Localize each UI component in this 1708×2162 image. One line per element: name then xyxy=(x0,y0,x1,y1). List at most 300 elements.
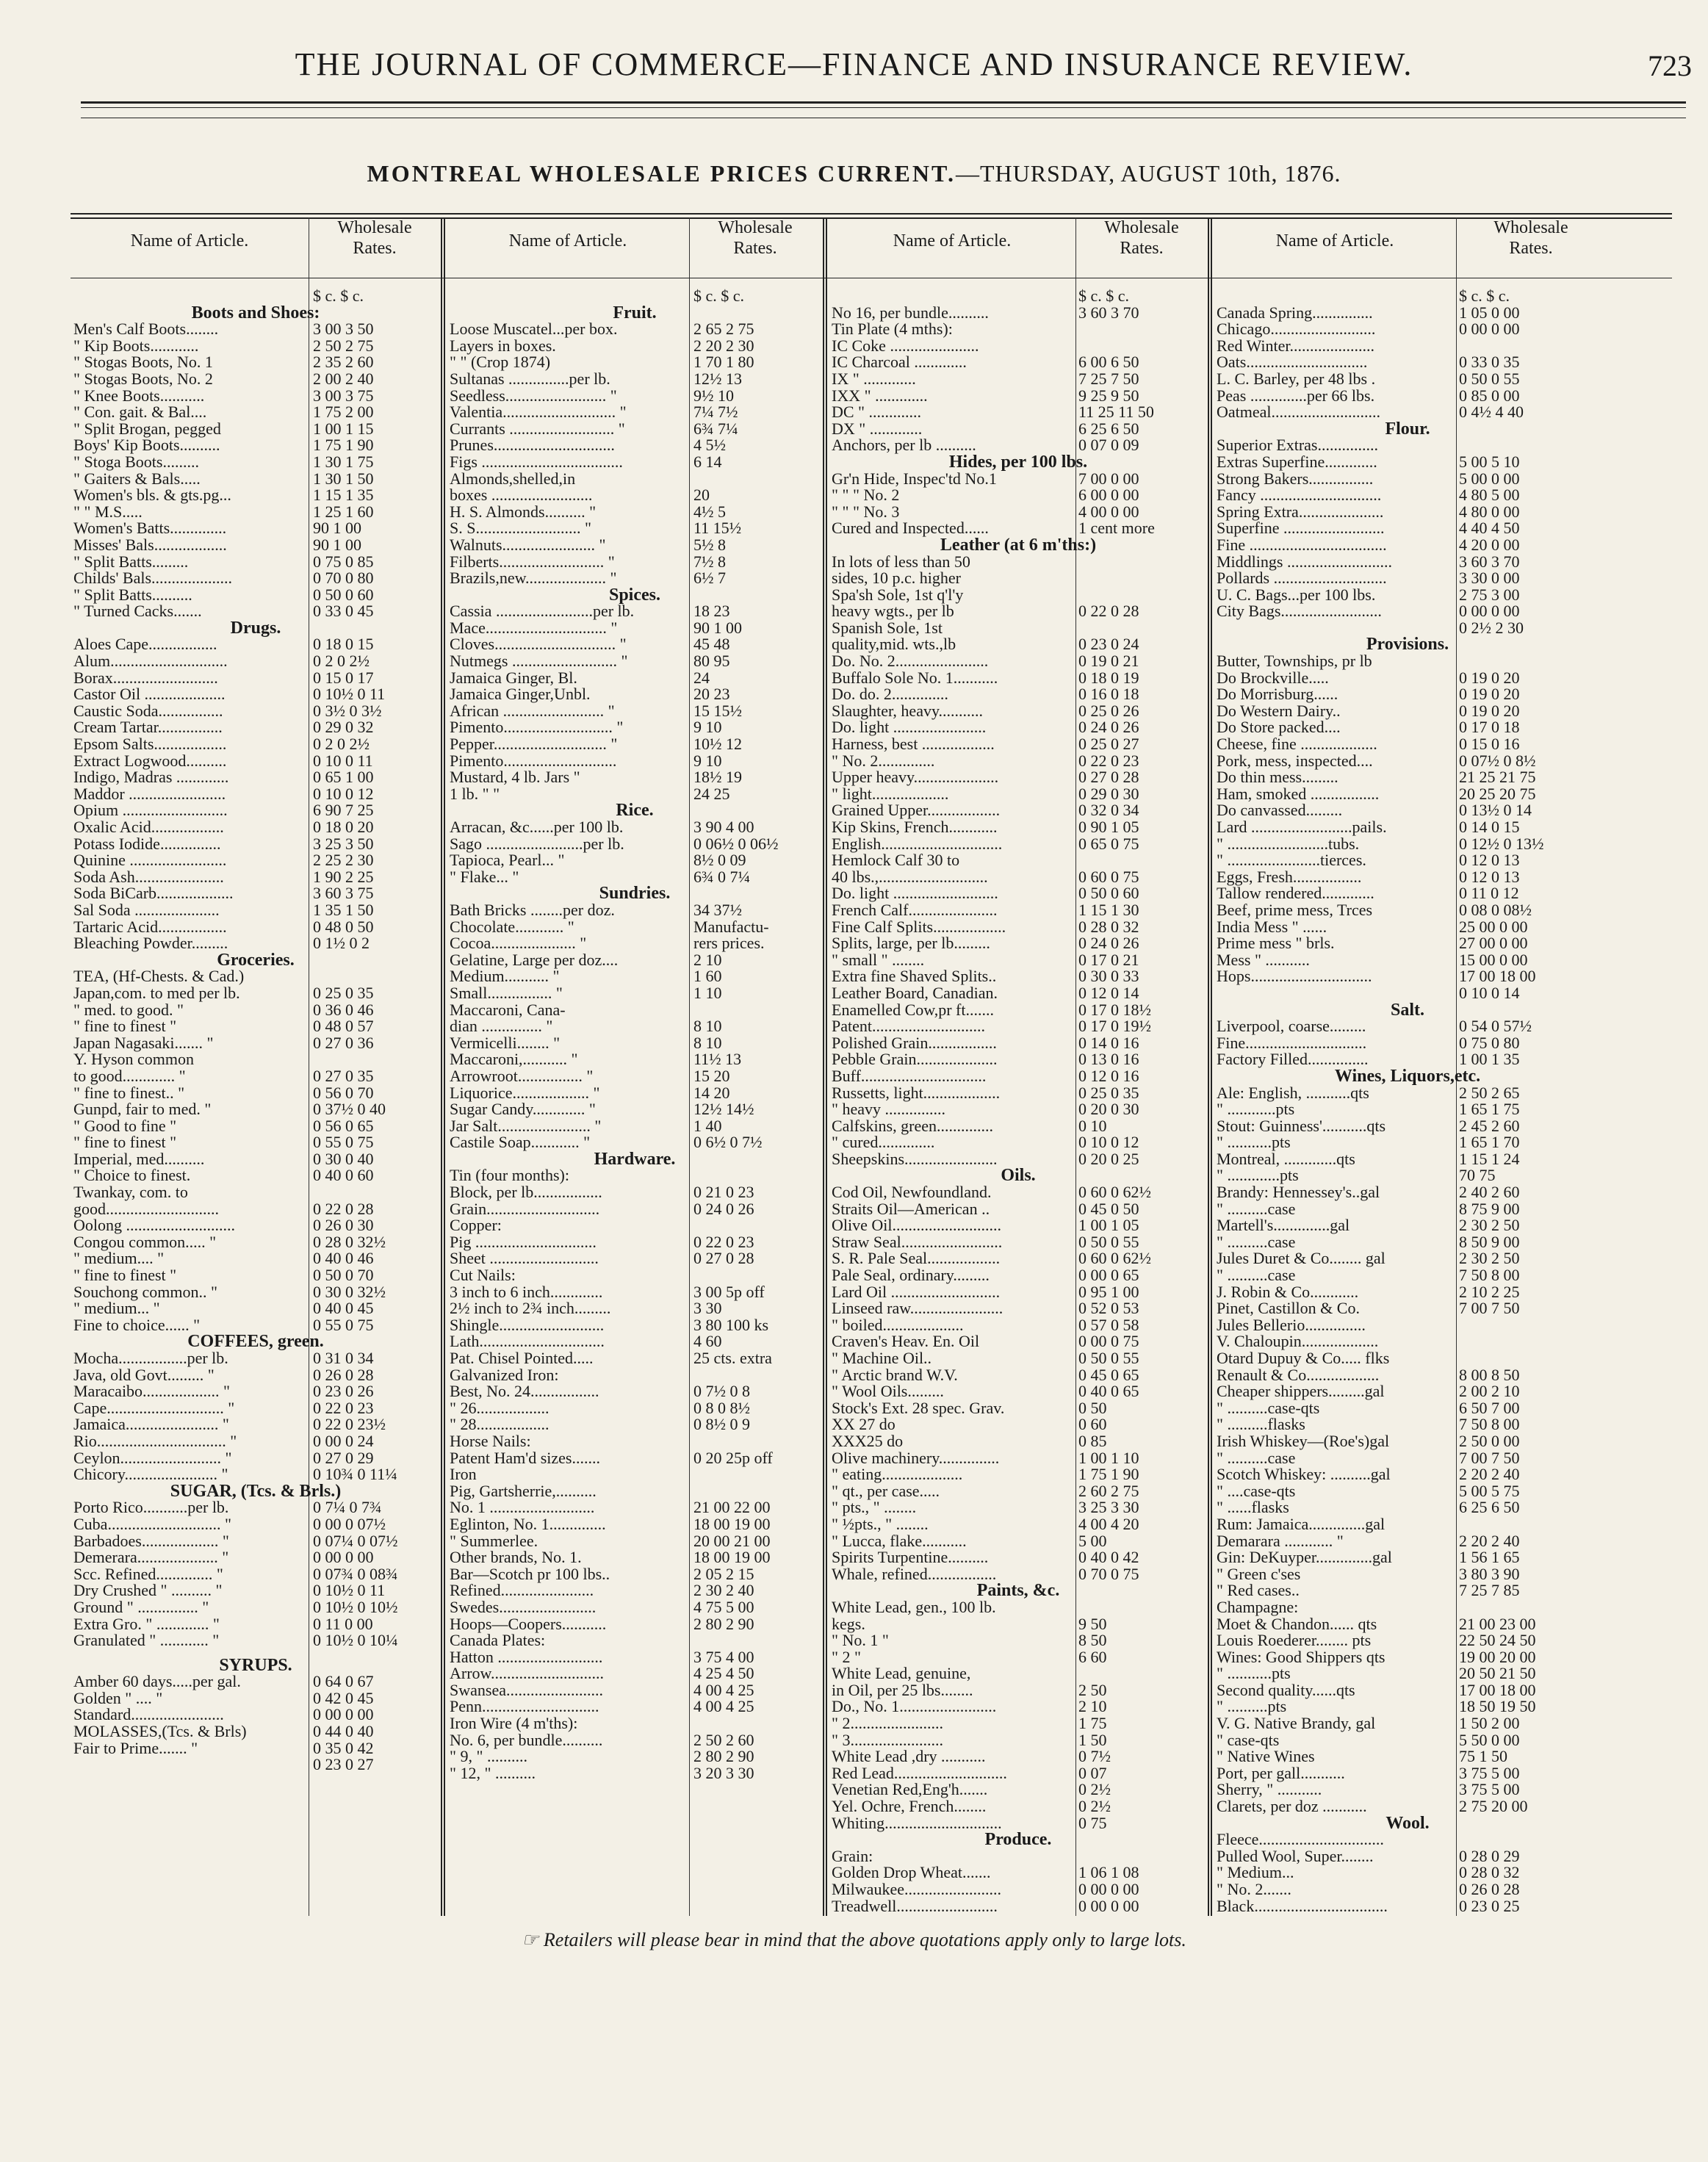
article-name: " " " No. 3 xyxy=(832,502,900,521)
article-name: Dry Crushed " .......... " xyxy=(73,1581,223,1600)
article-name: Russetts, light................... xyxy=(832,1083,1001,1102)
price-row xyxy=(450,603,820,620)
wholesale-rate: 8 50 xyxy=(1078,1631,1107,1650)
price-row xyxy=(832,371,1205,388)
section-heading xyxy=(450,587,820,604)
wholesale-rate: 22 50 24 50 xyxy=(1459,1631,1536,1650)
article-name: " boiled.................... xyxy=(832,1315,964,1334)
wholesale-rate: 9 25 9 50 xyxy=(1078,386,1139,405)
price-row xyxy=(832,1765,1205,1782)
article-name: Grain: xyxy=(832,1846,873,1865)
price-row xyxy=(832,1682,1205,1699)
price-row xyxy=(832,1134,1205,1151)
price-row xyxy=(832,869,1205,886)
article-name: Patent............................ xyxy=(832,1017,985,1036)
wholesale-rate: 2 00 2 10 xyxy=(1459,1382,1520,1401)
wholesale-rate: 6 90 7 25 xyxy=(313,801,374,820)
price-row xyxy=(450,1682,820,1699)
article-name: Prunes.............................. xyxy=(450,436,615,455)
wholesale-rate: 0 18 0 15 xyxy=(313,635,374,654)
price-row xyxy=(1217,836,1599,853)
article-name: Sal Soda ..................... xyxy=(73,900,220,919)
price-row xyxy=(1217,1167,1599,1184)
wholesale-rate: 1 06 1 08 xyxy=(1078,1863,1139,1882)
article-name: Champagne: xyxy=(1217,1597,1299,1616)
col-divider-3b xyxy=(1211,217,1212,1916)
column-4 xyxy=(1217,288,1599,1914)
wholesale-rate: 9 10 xyxy=(693,751,722,770)
price-row xyxy=(1217,1217,1599,1234)
wholesale-rate: 7¼ 7½ xyxy=(693,403,738,422)
price-row xyxy=(73,1616,438,1633)
wholesale-rate: 2 00 2 40 xyxy=(313,369,374,388)
article-name: Women's bls. & gts.pg... xyxy=(73,486,231,505)
article-name: IX " ............. xyxy=(832,369,916,388)
wholesale-rate: 0 12 0 13 xyxy=(1459,867,1520,886)
article-name: Cassia ........................per lb. xyxy=(450,602,635,621)
article-name: Yel. Ochre, French........ xyxy=(832,1797,987,1816)
wholesale-rate: 0 30 0 33 xyxy=(1078,967,1139,986)
wholesale-rate: 9 10 xyxy=(693,718,722,737)
article-name: Red Lead............................ xyxy=(832,1763,1007,1782)
article-name: " cured.............. xyxy=(832,1133,935,1152)
price-row xyxy=(450,338,820,355)
article-name: Almonds,shelled,in xyxy=(450,469,576,488)
price-row xyxy=(832,836,1205,853)
price-row xyxy=(1217,587,1599,604)
wholesale-rate: 0 12½ 0 13½ xyxy=(1459,834,1544,853)
article-name: DC " ............. xyxy=(832,403,922,422)
article-name: Maccaroni, Cana- xyxy=(450,1000,566,1019)
wholesale-rate: 6 60 xyxy=(1078,1647,1107,1666)
price-row xyxy=(1217,388,1599,405)
article-name: H. S. Almonds.......... " xyxy=(450,502,597,521)
wholesale-rate: 0 10½ 0 10½ xyxy=(313,1597,398,1616)
article-name: Layers in boxes. xyxy=(450,336,556,355)
article-name: " fine to finest " xyxy=(73,1133,177,1152)
wholesale-rate: 11 15½ xyxy=(693,519,742,538)
wholesale-rate: 0 2 0 2½ xyxy=(313,652,370,671)
article-name: Fine.............................. xyxy=(1217,1033,1367,1052)
price-row xyxy=(450,1533,820,1550)
wholesale-rate: 0 8½ 0 9 xyxy=(693,1415,750,1434)
wholesale-rate: 2 30 2 50 xyxy=(1459,1249,1520,1268)
wholesale-rate: 0 22 0 23 xyxy=(1078,751,1139,770)
wholesale-rate: 1 70 1 80 xyxy=(693,353,754,372)
article-name: Superfine ......................... xyxy=(1217,519,1385,538)
price-row xyxy=(1217,305,1599,322)
article-name: Extra fine Shaved Splits.. xyxy=(832,967,997,986)
article-name: Loose Muscatel...per box. xyxy=(450,320,618,339)
article-name: Maracaibo................... " xyxy=(73,1382,231,1401)
wholesale-rate: 1 40 xyxy=(693,1116,722,1135)
wholesale-rate: 0 07 xyxy=(1078,1763,1107,1782)
article-name: " No. 1 " xyxy=(832,1631,889,1650)
article-name: " ..........flasks xyxy=(1217,1415,1305,1434)
page-header xyxy=(0,46,1708,90)
price-row xyxy=(450,1765,820,1782)
article-name: Men's Calf Boots........ xyxy=(73,320,219,339)
article-name: Castor Oil .................... xyxy=(73,685,226,704)
price-row xyxy=(450,1267,820,1284)
price-row xyxy=(832,653,1205,670)
wholesale-rate: 0 20 0 30 xyxy=(1078,1100,1139,1119)
col2-rates-header: Wholesale Rates. xyxy=(718,218,793,258)
wholesale-rate: 0 07¼ 0 07½ xyxy=(313,1531,398,1550)
wholesale-rate: 2 50 xyxy=(1078,1680,1107,1699)
wholesale-rate: 3 60 3 70 xyxy=(1459,552,1520,571)
article-name: Pollards ............................ xyxy=(1217,569,1387,588)
wholesale-rate: 0 45 0 65 xyxy=(1078,1365,1139,1384)
wholesale-rate: 0 33 0 35 xyxy=(1459,353,1520,372)
price-row xyxy=(1217,1632,1599,1649)
wholesale-rate: 0 37½ 0 40 xyxy=(313,1100,386,1119)
wholesale-rate: 18 23 xyxy=(693,602,730,621)
wholesale-rate: 15 00 0 00 xyxy=(1459,950,1528,969)
section-heading-label: Provisions. xyxy=(1366,635,1449,655)
article-name: Beef, prime mess, Trces xyxy=(1217,900,1373,919)
price-row xyxy=(73,636,438,653)
price-row xyxy=(832,1018,1205,1035)
article-name: Penn............................. xyxy=(450,1697,599,1716)
wholesale-rate: 0 26 0 30 xyxy=(313,1216,374,1235)
article-name: Congou common..... " xyxy=(73,1232,217,1251)
article-name: French Calf...................... xyxy=(832,900,998,919)
wholesale-rate: 2 20 2 40 xyxy=(1459,1531,1520,1550)
article-name: Valentia............................ " xyxy=(450,403,627,422)
price-row xyxy=(832,1466,1205,1483)
article-name: Japan Nagasaki....... " xyxy=(73,1033,214,1052)
article-name: XX 27 do xyxy=(832,1415,896,1434)
article-name: Lard .........................pails. xyxy=(1217,818,1387,836)
price-row xyxy=(1217,1881,1599,1898)
article-name: Other brands, No. 1. xyxy=(450,1548,582,1567)
price-row xyxy=(1217,686,1599,703)
price-row xyxy=(832,1516,1205,1533)
price-row xyxy=(832,736,1205,753)
price-row xyxy=(73,1416,438,1433)
wholesale-rate: 2 60 2 75 xyxy=(1078,1481,1139,1500)
article-name: Moet & Chandon...... qts xyxy=(1217,1614,1377,1633)
prices-table xyxy=(71,217,1672,1916)
section-heading-label: Hardware. xyxy=(594,1149,676,1169)
price-row xyxy=(73,1284,438,1301)
price-row xyxy=(1217,935,1599,952)
article-name: India Mess " ...... xyxy=(1217,917,1327,936)
price-row xyxy=(832,753,1205,770)
price-row xyxy=(450,504,820,521)
article-name: Cloves.............................. " xyxy=(450,635,627,654)
article-name: " Summerlee. xyxy=(450,1531,538,1550)
article-name: Chicago.......................... xyxy=(1217,320,1376,339)
price-row xyxy=(450,1748,820,1765)
price-row xyxy=(832,1848,1205,1865)
article-name: Peas ..............per 66 lbs. xyxy=(1217,386,1375,405)
wholesale-rate: 0 07 0 09 xyxy=(1078,436,1139,455)
price-row xyxy=(1217,952,1599,969)
wholesale-rate: 27 00 0 00 xyxy=(1459,934,1528,953)
price-row xyxy=(1217,371,1599,388)
wholesale-rate: 2 40 2 60 xyxy=(1459,1183,1520,1202)
price-row xyxy=(1217,603,1599,620)
article-name: Harness, best .................. xyxy=(832,735,995,754)
price-row xyxy=(73,388,438,405)
price-row xyxy=(450,487,820,504)
article-name: Tallow rendered............. xyxy=(1217,884,1374,903)
section-heading xyxy=(73,620,438,637)
price-row xyxy=(450,1450,820,1467)
price-row xyxy=(73,1632,438,1649)
price-row xyxy=(73,1151,438,1168)
article-name: Jamaica Ginger,Unbl. xyxy=(450,685,591,704)
article-name: Straits Oil—American .. xyxy=(832,1199,990,1218)
section-heading-label: Fruit. xyxy=(613,303,657,323)
price-row xyxy=(450,570,820,587)
article-name: Gin: DeKuyper..............gal xyxy=(1217,1548,1392,1567)
wholesale-rate: 1 75 1 90 xyxy=(313,436,374,455)
article-name: good............................ xyxy=(73,1199,219,1218)
article-name: Olive Oil........................... xyxy=(832,1216,1001,1235)
article-name: " Green c'ses xyxy=(1217,1564,1301,1583)
article-name: " ..........case xyxy=(1217,1232,1296,1251)
article-name: L. C. Barley, per 48 lbs . xyxy=(1217,369,1376,388)
price-row xyxy=(450,1250,820,1267)
table-top-rule xyxy=(71,213,1672,215)
price-row xyxy=(832,1184,1205,1201)
article-name: Wines: Good Shippers qts xyxy=(1217,1647,1386,1666)
price-row xyxy=(832,1416,1205,1433)
article-name: Canada Spring............... xyxy=(1217,303,1373,322)
wholesale-rate: 0 10 0 12 xyxy=(313,784,374,803)
col3-name-header: Name of Article. xyxy=(893,231,1012,251)
wholesale-rate: 1 25 1 60 xyxy=(313,502,374,521)
article-name: Lath............................... xyxy=(450,1332,605,1351)
article-name: Medium........... " xyxy=(450,967,560,986)
price-row xyxy=(1217,354,1599,371)
wholesale-rate: 0 00 0 00 xyxy=(313,1548,374,1567)
price-row xyxy=(1217,504,1599,521)
wholesale-rate: 18 00 19 00 xyxy=(693,1514,771,1533)
article-name: Swansea........................ xyxy=(450,1680,603,1699)
article-name: Boys' Kip Boots.......... xyxy=(73,436,220,455)
article-name: IXX " ............. xyxy=(832,386,928,405)
price-row xyxy=(450,636,820,653)
price-row xyxy=(1217,1267,1599,1284)
wholesale-rate: $ c. $ c. xyxy=(693,287,745,305)
article-name: Demarara ............ " xyxy=(1217,1531,1344,1550)
price-row xyxy=(450,902,820,919)
wholesale-rate: 0 10 0 14 xyxy=(1459,983,1520,1002)
article-name: " Split Batts......... xyxy=(73,552,189,571)
article-name: Splits, large, per lb......... xyxy=(832,934,990,953)
wholesale-rate: 19 00 20 00 xyxy=(1459,1647,1536,1666)
article-name: Spanish Sole, 1st xyxy=(832,618,943,637)
article-name: Tapioca, Pearl... " xyxy=(450,851,565,870)
price-row xyxy=(450,935,820,952)
wholesale-rate: 0 55 0 75 xyxy=(313,1315,374,1334)
wholesale-rate: 9 50 xyxy=(1078,1614,1107,1633)
article-name: Cheaper shippers.........gal xyxy=(1217,1382,1385,1401)
wholesale-rate: 0 27 0 28 xyxy=(693,1249,754,1268)
price-row xyxy=(1217,1333,1599,1350)
wholesale-rate: 0 17 0 18½ xyxy=(1078,1000,1151,1019)
price-row xyxy=(832,1118,1205,1135)
price-row xyxy=(450,1118,820,1135)
price-row xyxy=(1217,1151,1599,1168)
price-row xyxy=(450,1698,820,1715)
wholesale-rate: 7 00 0 00 xyxy=(1078,469,1139,488)
article-name: Cut Nails: xyxy=(450,1266,516,1285)
article-name: 3 inch to 6 inch............. xyxy=(450,1282,603,1301)
wholesale-rate: 0 2 0 2½ xyxy=(313,735,370,754)
wholesale-rate: 0 12 0 13 xyxy=(1459,851,1520,870)
wholesale-rate: 0 26 0 28 xyxy=(313,1365,374,1384)
article-name: " fine to finest " xyxy=(73,1266,177,1285)
article-name: Oats.............................. xyxy=(1217,353,1368,372)
section-heading-label: Paints, &c. xyxy=(976,1581,1060,1601)
price-row xyxy=(1217,454,1599,471)
article-name: Pinet, Castillon & Co. xyxy=(1217,1299,1360,1318)
wholesale-rate: 0 45 0 50 xyxy=(1078,1199,1139,1218)
price-row xyxy=(832,985,1205,1002)
article-name: Mace.............................. " xyxy=(450,618,618,637)
article-name: Extra Gro. " ............. " xyxy=(73,1614,220,1633)
wholesale-rate: 2 75 20 00 xyxy=(1459,1797,1528,1816)
article-name: No. 6, per bundle.......... xyxy=(450,1730,603,1749)
article-name: Y. Hyson common xyxy=(73,1050,194,1069)
article-name: " Wool Oils......... xyxy=(832,1382,944,1401)
article-name: Women's Batts.............. xyxy=(73,519,227,538)
price-row xyxy=(832,1599,1205,1616)
article-name: Whale, refined................. xyxy=(832,1564,997,1583)
wholesale-rate: 3 30 0 00 xyxy=(1459,569,1520,588)
price-row xyxy=(450,852,820,869)
wholesale-rate: 0 7½ 0 8 xyxy=(693,1382,750,1401)
article-name: Sago ........................per lb. xyxy=(450,834,624,853)
article-name: Gr'n Hide, Inspec'td No.1 xyxy=(832,469,997,488)
price-row xyxy=(73,769,438,786)
price-row xyxy=(450,1732,820,1749)
wholesale-rate: 0 28 0 32 xyxy=(1459,1863,1520,1882)
price-row xyxy=(1217,520,1599,537)
article-name: " ....case-qts xyxy=(1217,1481,1296,1500)
article-name: " ..........case-qts xyxy=(1217,1398,1320,1417)
price-row xyxy=(1217,1466,1599,1483)
article-name: Do Western Dairy.. xyxy=(1217,701,1341,720)
price-row xyxy=(832,703,1205,720)
price-row xyxy=(450,1649,820,1666)
article-name: Eglinton, No. 1.............. xyxy=(450,1514,606,1533)
article-name: Scotch Whiskey: ..........gal xyxy=(1217,1465,1391,1484)
article-name: Shingle.......................... xyxy=(450,1315,605,1334)
wholesale-rate: 6¾ 0 7¼ xyxy=(693,867,750,886)
article-name: " ............pts xyxy=(1217,1100,1295,1119)
article-name: Grain............................ xyxy=(450,1199,600,1218)
wholesale-rate: 1 30 1 50 xyxy=(313,469,374,488)
price-row xyxy=(1217,1018,1599,1035)
price-row xyxy=(832,1217,1205,1234)
article-name: Do Morrisburg...... xyxy=(1217,685,1338,704)
article-name: S. S.......................... " xyxy=(450,519,591,538)
price-row xyxy=(1217,487,1599,504)
price-row xyxy=(73,1400,438,1417)
price-row xyxy=(1217,1599,1599,1616)
article-name: Gelatine, Large per doz.... xyxy=(450,950,619,969)
wholesale-rate: 9½ 10 xyxy=(693,386,734,405)
wholesale-rate: 4 20 0 00 xyxy=(1459,535,1520,554)
wholesale-rate: 0 95 1 00 xyxy=(1078,1282,1139,1301)
article-name: Ham, smoked ................. xyxy=(1217,784,1380,803)
wholesale-rate: 0 06½ 0 06½ xyxy=(693,834,779,853)
section-heading-label: Salt. xyxy=(1390,1000,1424,1020)
article-name: " 26.................. xyxy=(450,1398,549,1417)
article-name: Chicory....................... " xyxy=(73,1465,228,1484)
price-row xyxy=(1217,1566,1599,1583)
price-row xyxy=(450,1234,820,1251)
wholesale-rate: 0 12 0 16 xyxy=(1078,1066,1139,1085)
price-row xyxy=(1217,885,1599,902)
article-name: Childs' Bals.................... xyxy=(73,569,233,588)
article-name: Strong Bakers................ xyxy=(1217,469,1374,488)
section-heading xyxy=(832,1582,1205,1599)
article-name: in Oil, per 25 lbs........ xyxy=(832,1680,973,1699)
price-row xyxy=(832,587,1205,604)
wholesale-rate: 0 7¼ 0 7¾ xyxy=(313,1498,382,1517)
price-row xyxy=(73,1756,438,1773)
wholesale-rate: 21 25 21 75 xyxy=(1459,768,1536,787)
wholesale-rate: 0 50 0 55 xyxy=(1078,1232,1139,1251)
price-row xyxy=(1217,1035,1599,1052)
price-row xyxy=(73,354,438,371)
wholesale-rate: 0 29 0 32 xyxy=(313,718,374,737)
col3-rates-header: Wholesale Rates. xyxy=(1104,218,1179,258)
section-heading xyxy=(1217,1815,1599,1832)
wholesale-rate: 0 27 0 35 xyxy=(313,1066,374,1085)
article-name: quality,mid. wts.,lb xyxy=(832,635,956,654)
wholesale-rate: 25 00 0 00 xyxy=(1459,917,1528,936)
price-row xyxy=(73,1549,438,1566)
wholesale-rate: 0 40 0 42 xyxy=(1078,1548,1139,1567)
wholesale-rate: 7 50 8 00 xyxy=(1459,1415,1520,1434)
price-row xyxy=(1217,1416,1599,1433)
wholesale-rate: 0 14 0 15 xyxy=(1459,818,1520,836)
article-name: " Choice to finest. xyxy=(73,1166,191,1185)
article-name: Currants .......................... " xyxy=(450,419,625,438)
article-name: Venetian Red,Eng'h....... xyxy=(832,1780,988,1799)
wholesale-rate: 90 1 00 xyxy=(313,519,361,538)
price-row xyxy=(450,1300,820,1317)
price-row xyxy=(1217,1898,1599,1915)
price-row xyxy=(73,554,438,571)
section-heading xyxy=(1217,1002,1599,1019)
price-row xyxy=(450,1516,820,1533)
article-name: Arrow............................ xyxy=(450,1664,604,1683)
article-name: DX " ............. xyxy=(832,419,923,438)
price-row xyxy=(73,520,438,537)
article-name: Craven's Heav. En. Oil xyxy=(832,1332,980,1351)
price-row xyxy=(1217,819,1599,836)
price-row xyxy=(450,321,820,338)
article-name: Epsom Salts.................. xyxy=(73,735,227,754)
wholesale-rate: 0 65 0 75 xyxy=(1078,834,1139,853)
price-row xyxy=(450,537,820,554)
price-row xyxy=(73,1740,438,1757)
price-row xyxy=(1217,670,1599,687)
section-heading xyxy=(73,1333,438,1350)
price-row xyxy=(450,1549,820,1566)
price-row xyxy=(832,1250,1205,1267)
article-name: " 2 " xyxy=(832,1647,861,1666)
